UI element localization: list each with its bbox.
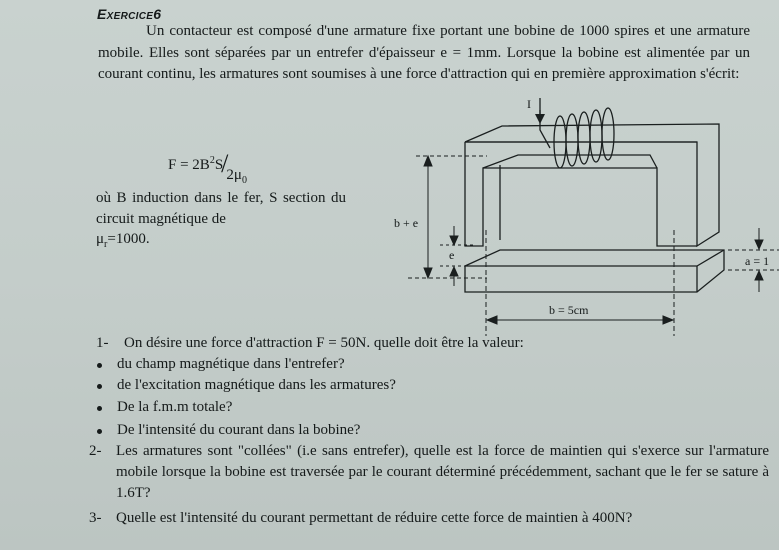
question-2 — [89, 441, 769, 504]
bullet-item-4: De l'intensité du courant dans la bobine? — [117, 422, 361, 438]
question-2-number: 2- — [89, 443, 102, 459]
gap-dimension — [440, 226, 475, 286]
intro-text: Un contacteur est composé d'une armature fixe portant une bobine de 1000 spires et une armature mobile. Elles sont séparées par un entrefer d'épaisseur e = 1mm. Lorsque la bobine est alimentée par un courant continu, les armatures sont soumises à une force d'attraction qui en première approximation s'écrit: — [98, 23, 750, 83]
bullet-item-2: de l'excitation magnétique dans les armatures? — [117, 377, 396, 393]
formula-denominator: $2\mu_0$ — [226, 167, 247, 186]
height-label: b + e — [394, 216, 419, 230]
bullet-dot — [97, 429, 102, 434]
current-arrow — [535, 98, 545, 124]
exercise-title: Exercice6 — [97, 6, 162, 22]
bullet-dot — [97, 384, 102, 389]
thickness-label: a = 1 — [745, 254, 770, 268]
width-label: b = 5cm — [549, 303, 589, 317]
bullet-item-3: De la f.m.m totale? — [117, 399, 233, 415]
bullet-dot — [97, 363, 102, 368]
formula-exponent: 2 — [209, 155, 215, 166]
question-3-text: Quelle est l'intensité du courant permettant de réduire cette force de maintien à 400N? — [116, 510, 633, 526]
formula-section: S — [214, 157, 224, 173]
coil — [540, 108, 614, 168]
question-3: 3- Quelle est l'intensité du courant permettant de réduire cette force de maintien à 400N? — [89, 510, 633, 526]
bullet-item-1: du champ magnétique dans l'entrefer? — [117, 356, 345, 372]
current-label: I — [527, 97, 531, 111]
mobile-armature — [465, 250, 724, 292]
mu-subscript: r — [104, 239, 108, 250]
width-dimension — [486, 230, 674, 336]
mu-value: =1000. — [107, 231, 150, 247]
gap-label: e — [449, 248, 455, 262]
formula-slash: / — [221, 149, 229, 178]
formula-lhs: F = 2B — [168, 157, 210, 173]
mu-symbol: μ — [96, 231, 105, 247]
question-1-text: On désire une force d'attraction F = 50N. quelle doit être la valeur: — [124, 335, 524, 351]
question-2-text: Les armatures sont "collées" (i.e sans entrefer), quelle est la force de maintien qui s'exerce sur l'armature mobile lorsque la bobine est traversée par le courant déterminé précédemment, sachant que le fer se sature à 1.6T? — [116, 443, 769, 501]
bullet-dot — [97, 406, 102, 411]
definitions-text: où B induction dans le fer, S section du circuit magnétique de — [96, 190, 346, 227]
height-dimension — [408, 156, 487, 278]
question-1: 1- On désire une force d'attraction F = 50N. quelle doit être la valeur: — [96, 335, 524, 351]
